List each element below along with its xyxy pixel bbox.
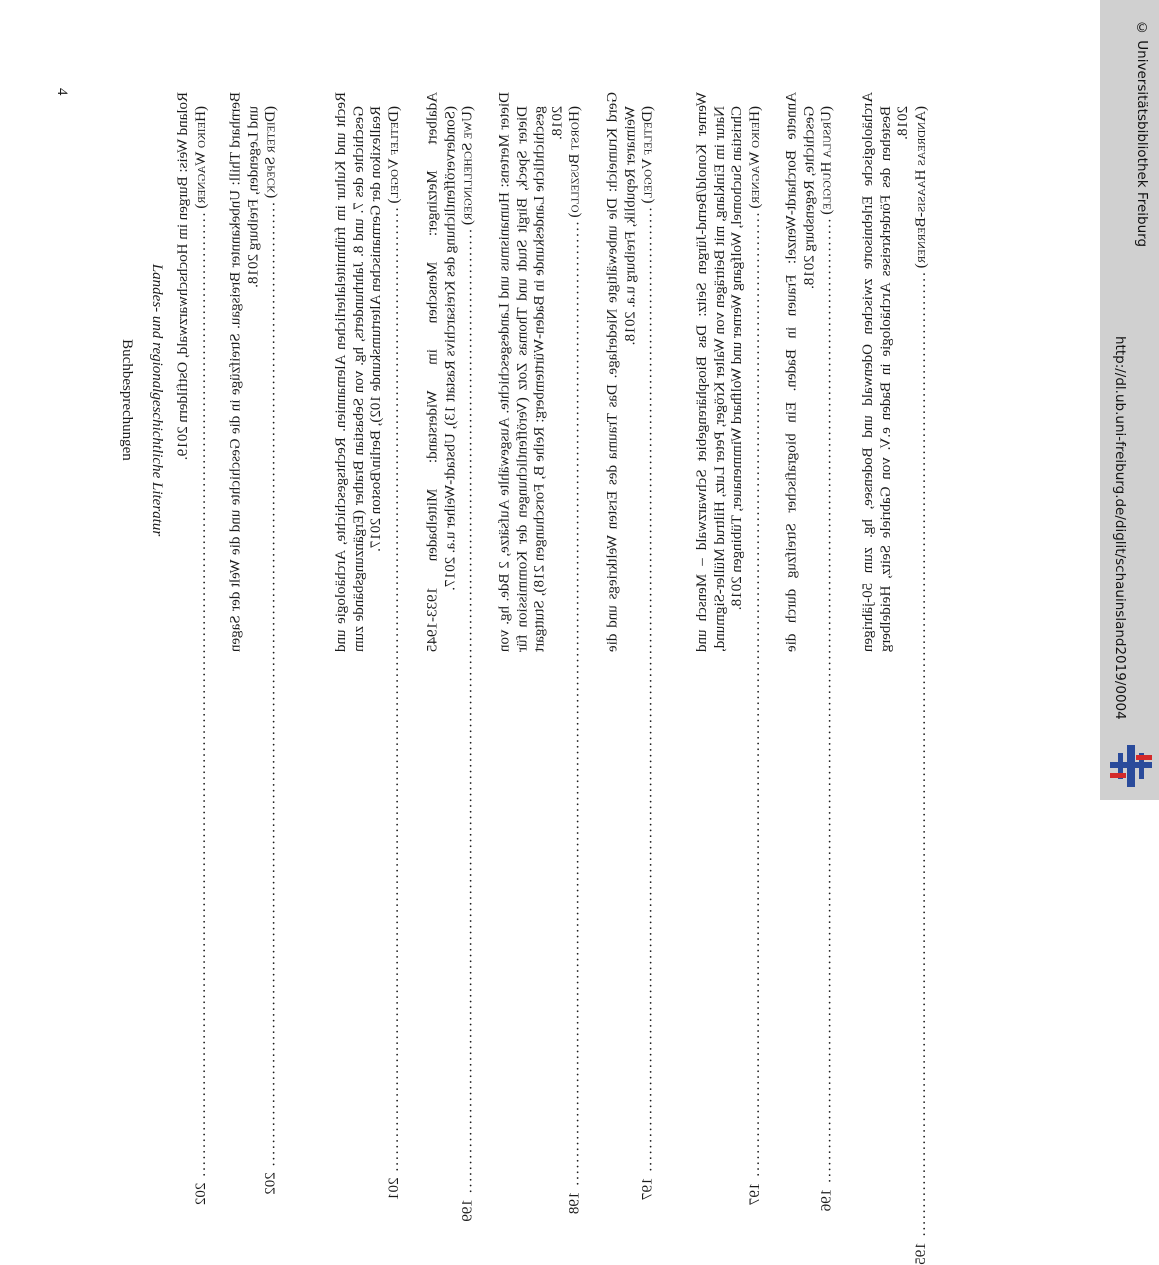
leader-dots: ........................................................................................................................................................................ [746,212,763,1179]
leader-dots: ........................................................................................................................................................................ [566,221,583,1188]
entry-reviewer-line [746,92,765,1206]
logo-bar [1136,755,1152,760]
logo-bar [1110,773,1126,778]
review-entry [694,92,764,1206]
entry-reviewer: (Detlef Vogel) [639,106,656,204]
entry-reviewer-line [818,92,837,1212]
entry-page: 199 [459,1199,476,1222]
entry-reviewer-line [639,92,658,1200]
entry-reviewer: (Horst Buszello) [566,106,583,218]
review-entry [860,92,930,1265]
entry-title: Dieter Mertens: Humanismus und Landesgeschichte. Ausgewählte Aufsätze, 2 Bde. hg. von Dieter Speck, Birgit Studt und Thomas Zotz (Veröffentlichungen der Kommission für geschichtliche Landeskunde in Baden-Württemberg: Reihe B, Forschungen 218), Stuttgart 2018. [496,92,565,652]
entry-reviewer: (Uwe Schellinger) [459,106,476,226]
entry-reviewer: (Dieter Speck) [262,106,279,199]
entry-title: Bernhard Thill: Unbekannter Breisgau. Streifzüge in die Geschichte und die Welt der Sagen und Legenden, Freiburg 2018. [227,92,261,652]
watermark-text [1108,20,1152,730]
review-entry [424,92,478,1222]
leader-dots: ........................................................................................................................................................................ [262,202,279,1169]
entry-reviewer: (Heiko Wagner) [746,106,763,209]
page-number: 4 [54,88,70,96]
entry-page: 197 [746,1182,763,1206]
entry-reviewer-line [459,92,478,1222]
entry-page: 202 [262,1172,279,1195]
entry-title: Annette Borchardt-Wenzel: Frauen in Baden. Ein biografischer Streifzug durch die Geschichte, Regensburg 2018. [783,92,817,652]
entry-reviewer-line [385,92,404,1200]
entry-title: Gerd Krumeich: Die unbewältigte Niederlage. Das Trauma des Ersten Weltkriegs und die Weimarer Republik, Freiburg u.a. 2018. [604,92,638,652]
leader-dots: ........................................................................................................................................................................ [385,207,402,1174]
leader-dots: ........................................................................................................................................................................ [192,212,209,1179]
review-entry [496,92,585,1215]
entry-title: Recht und Kultur im frühmittelalterlichen Alemannien. Rechtsgeschichte, Archäologie und Geschichte des 7. und 8. Jahrhunderts, hg. von Sebastian Brather (Ergänzungsbände zum Reallexikon der Germanischen Altertumskunde 102), Berlin/Boston 2017. [333,92,384,652]
leader-dots: ........................................................................................................................................................................ [818,218,835,1185]
leader-dots: ........................................................................................................................................................................ [459,229,476,1196]
entry-reviewer: (Heiko Wagner) [192,106,209,209]
section-title: Landes- und regionalgeschichtliche Literatur [149,263,165,537]
entry-reviewer-line [262,92,281,1195]
review-entry [783,92,837,1212]
entry-reviewer: (Detlef Vogel) [385,106,402,204]
running-head: Buchbesprechungen [119,339,135,461]
entry-reviewer-line [566,92,585,1215]
entry-title: Archäologische Erlebnisorte zwischen Odenwald und Bodensee, hg. zum 50-jährigen Bestehen des Förderkreises Archäologie in Baden e.V. von Gabriele Seitz, Heidelberg 2018. [860,92,911,652]
review-entry [175,92,210,1206]
entry-reviewer: (Andreas Haasis-Berner) [912,106,929,269]
library-logo-icon [1110,745,1152,787]
entry-page: 198 [566,1191,583,1215]
review-list [170,92,930,1265]
entry-reviewer-line [192,92,211,1206]
source-url[interactable]: http://dl.ub.uni-freiburg.de/diglit/schauinsland2019/0004 [1112,336,1128,720]
entry-page: 196 [818,1188,835,1212]
entry-reviewer-line [912,92,931,1265]
entry-page: 195 [912,1242,929,1265]
entry-title: Roland Weis: Burgen im Hochschwarzwald, Ostfildern 2019. [175,92,191,461]
logo-bar [1127,745,1135,787]
entry-page: 202 [192,1182,209,1206]
entry-page: 201 [385,1177,402,1200]
entry-reviewer: (Ursula Huggle) [818,106,835,215]
copyright-notice: © Universitätsbibliothek Freiburg [1134,20,1150,248]
review-entry [227,92,281,1195]
leader-dots: ........................................................................................................................................................................ [639,207,656,1174]
review-entry [333,92,403,1200]
entry-title: Werner Konold/Bernd-Jürgen Seitz: Das Biosphärengebiet Schwarzwald – Mensch und Natur im Einklang, mit Beiträgen von Walter Kröger, Peter Lutz, Hiltrud Müller-Sigmund, Christian Suchomel, Wolfgang Werner und Wolfhard Wimmenauer, Tübingen 2018. [694,92,745,652]
review-entry [604,92,658,1200]
entry-title: Adalbert Metzinger: Menschen im Widerstand: Mittelbaden 1933-1945 (Sonderveröffentlichung des Kreisarchivs Rastatt 13), Ubstadt-Weiher u.a. 2017. [424,92,458,652]
entry-page: 197 [639,1177,656,1200]
leader-dots: ........................................................................................................................................................................ [912,272,929,1239]
